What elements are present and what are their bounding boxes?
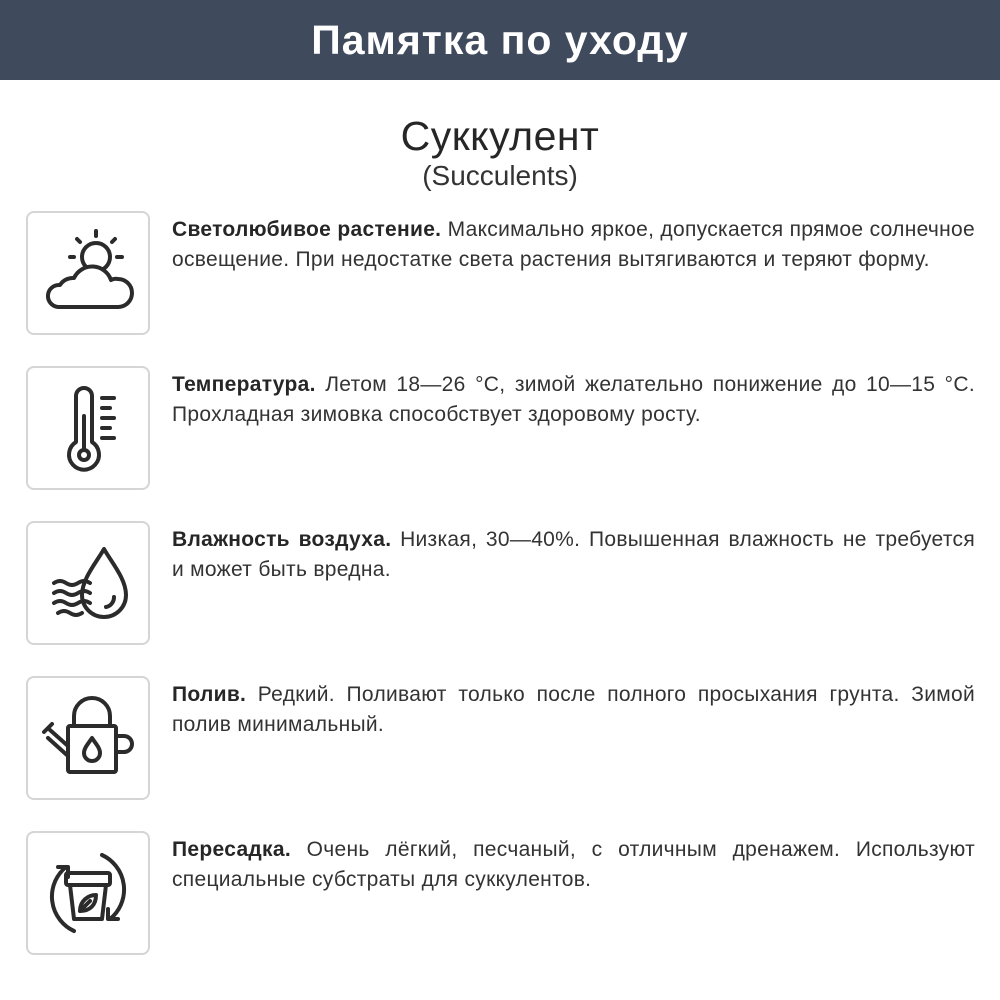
care-item-title: Полив. bbox=[172, 683, 247, 706]
care-item-title: Пересадка. bbox=[172, 838, 291, 861]
header-bar bbox=[0, 0, 1000, 80]
care-item-description: Низкая, 30—40%. Повышенная влажность не требуется и может быть вредна. bbox=[172, 528, 975, 581]
care-item-temperature bbox=[0, 366, 1000, 494]
care-item-repotting bbox=[0, 831, 1000, 959]
icon-frame bbox=[26, 676, 150, 800]
care-item-description: Максимально яркое, допускается прямое солнечное освещение. При недостатке света растения вытягиваются и теряют форму. bbox=[172, 218, 975, 271]
care-item-text bbox=[172, 680, 975, 740]
care-item-watering bbox=[0, 676, 1000, 804]
repotting-pot-icon bbox=[36, 841, 140, 945]
plant-name: Суккулент bbox=[400, 113, 600, 159]
icon-frame bbox=[26, 366, 150, 490]
care-item-description: Очень лёгкий, песчаный, с отличным дренажем. Используют специальные субстраты для суккулентов. bbox=[172, 838, 975, 891]
care-item-description: Редкий. Поливают только после полного просыхания грунта. Зимой полив минимальный. bbox=[172, 683, 975, 736]
icon-frame bbox=[26, 521, 150, 645]
care-item-light bbox=[0, 211, 1000, 339]
care-item-title: Светолюбивое растение. bbox=[172, 218, 442, 241]
icon-frame bbox=[26, 831, 150, 955]
plant-latin-name: (Succulents) bbox=[422, 160, 578, 191]
care-item-title: Влажность воздуха. bbox=[172, 528, 392, 551]
sun-cloud-icon bbox=[36, 221, 140, 325]
care-item-title: Температура. bbox=[172, 373, 316, 396]
humidity-drop-icon bbox=[36, 531, 140, 635]
care-item-humidity bbox=[0, 521, 1000, 649]
watering-can-icon bbox=[36, 686, 140, 790]
care-item-text bbox=[172, 835, 975, 895]
page-title: Памятка по уходу bbox=[311, 16, 689, 63]
care-item-description: Летом 18—26 °C, зимой желательно понижение до 10—15 °C. Прохладная зимовка способствует здоровому росту. bbox=[172, 373, 975, 426]
care-item-text bbox=[172, 525, 975, 585]
icon-frame bbox=[26, 211, 150, 335]
care-item-text bbox=[172, 215, 975, 275]
thermometer-icon bbox=[36, 376, 140, 480]
care-item-text bbox=[172, 370, 975, 430]
